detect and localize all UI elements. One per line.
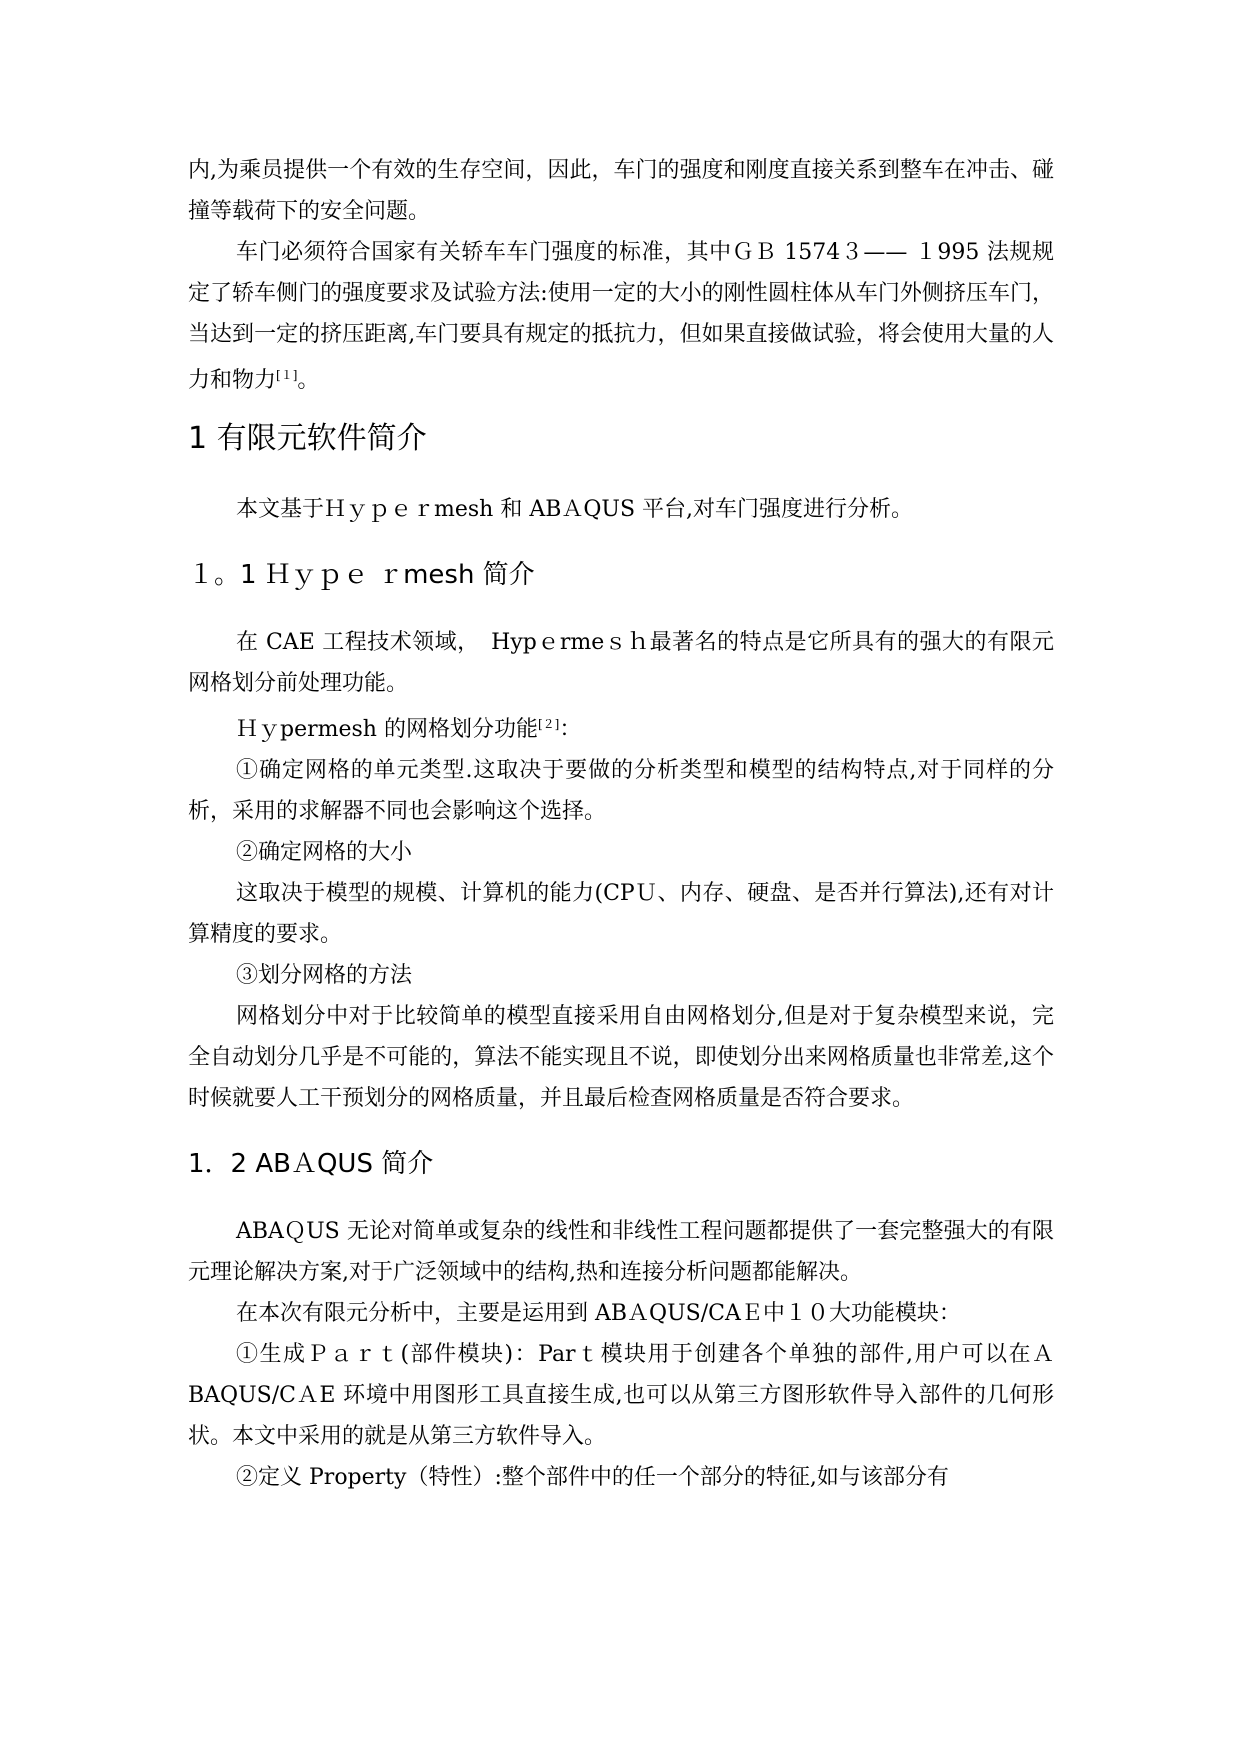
citation-1: [１]	[276, 368, 298, 382]
subsection-heading-1-1: １。1 Ｈｙｐｅ ｒmesh 简介	[188, 560, 535, 590]
paragraph-item-3-detail: 网格划分中对于比较简单的模型直接采用自由网格划分,但是对于复杂模型来说，完全自动划分几乎是不可能的，算法不能实现且不说，即使划分出来网格质量也非常差,这个时候就要人工干预划分的网格质量，并且最后检查网格质量是否符合要求。	[188, 1004, 1054, 1111]
paragraph-hypermesh-function-end: ：	[559, 717, 582, 742]
section-heading-1: 1 有限元软件简介	[188, 421, 427, 456]
document-body	[188, 150, 1054, 1498]
paragraph-abaqus-intro: ABAＱUS 无论对简单或复杂的线性和非线性工程问题都提供了一套完整强大的有限元理论解决方案,对于广泛领域中的结构,热和连接分析问题都能解决。	[188, 1219, 1054, 1285]
paragraph-abaqus-modules: 在本次有限元分析中，主要是运用到 ABＡQUS/CAＥ中１０大功能模块：	[236, 1301, 961, 1326]
paragraph-hypermesh-feature: 在 CAE 工程技术领域， Hypｅrmeｓｈ最著名的特点是它所具有的强大的有限元网格划分前处理功能。	[188, 630, 1054, 696]
paragraph-standard-text: 车门必须符合国家有关轿车车门强度的标准，其中ＧＢ 1574３—— １995 法规规定了轿车侧门的强度要求及试验方法:使用一定的大小的刚性圆柱体从车门外侧挤压车门，当达到一定的挤压距离,车门要具有规定的抵抗力，但如果直接做试验，将会使用大量的人力和物力	[188, 240, 1054, 393]
paragraph-standard	[188, 232, 1054, 401]
paragraph-module-part: ①生成Ｐａｒｔ(部件模块)：Parｔ模块用于创建各个单独的部件,用户可以在ＡBAQUS/CＡE 环境中用图形工具直接生成,也可以从第三方图形软件导入部件的几何形状。本文中采用的就是从第三方软件导入。	[188, 1342, 1054, 1449]
paragraph-item-3: ③划分网格的方法	[236, 963, 413, 988]
paragraph-item-2: ②确定网格的大小	[236, 840, 413, 865]
paragraph-item-2-detail: 这取决于模型的规模、计算机的能力(CPＵ、内存、硬盘、是否并行算法),还有对计算精度的要求。	[188, 881, 1054, 947]
paragraph-hypermesh-function	[188, 704, 1054, 750]
paragraph-module-property: ②定义 Property（特性）:整个部件中的任一个部分的特征,如与该部分有	[236, 1465, 949, 1490]
citation-2: [２]	[537, 717, 560, 731]
subsection-heading-1-2: 1．2 ABＡQUS 简介	[188, 1149, 434, 1179]
paragraph-platform: 本文基于Ｈｙｐｅｒmesh 和 ABＡQUS 平台,对车门强度进行分析。	[236, 497, 914, 522]
paragraph-hypermesh-function-text: Ｈｙpermesh 的网格划分功能	[236, 717, 538, 742]
paragraph-standard-end: 。	[297, 368, 320, 393]
paragraph-intro-continuation: 内,为乘员提供一个有效的生存空间，因此，车门的强度和刚度直接关系到整车在冲击、碰撞等载荷下的安全问题。	[188, 158, 1054, 224]
paragraph-item-1: ①确定网格的单元类型.这取决于要做的分析类型和模型的结构特点,对于同样的分析，采用的求解器不同也会影响这个选择。	[188, 758, 1054, 824]
